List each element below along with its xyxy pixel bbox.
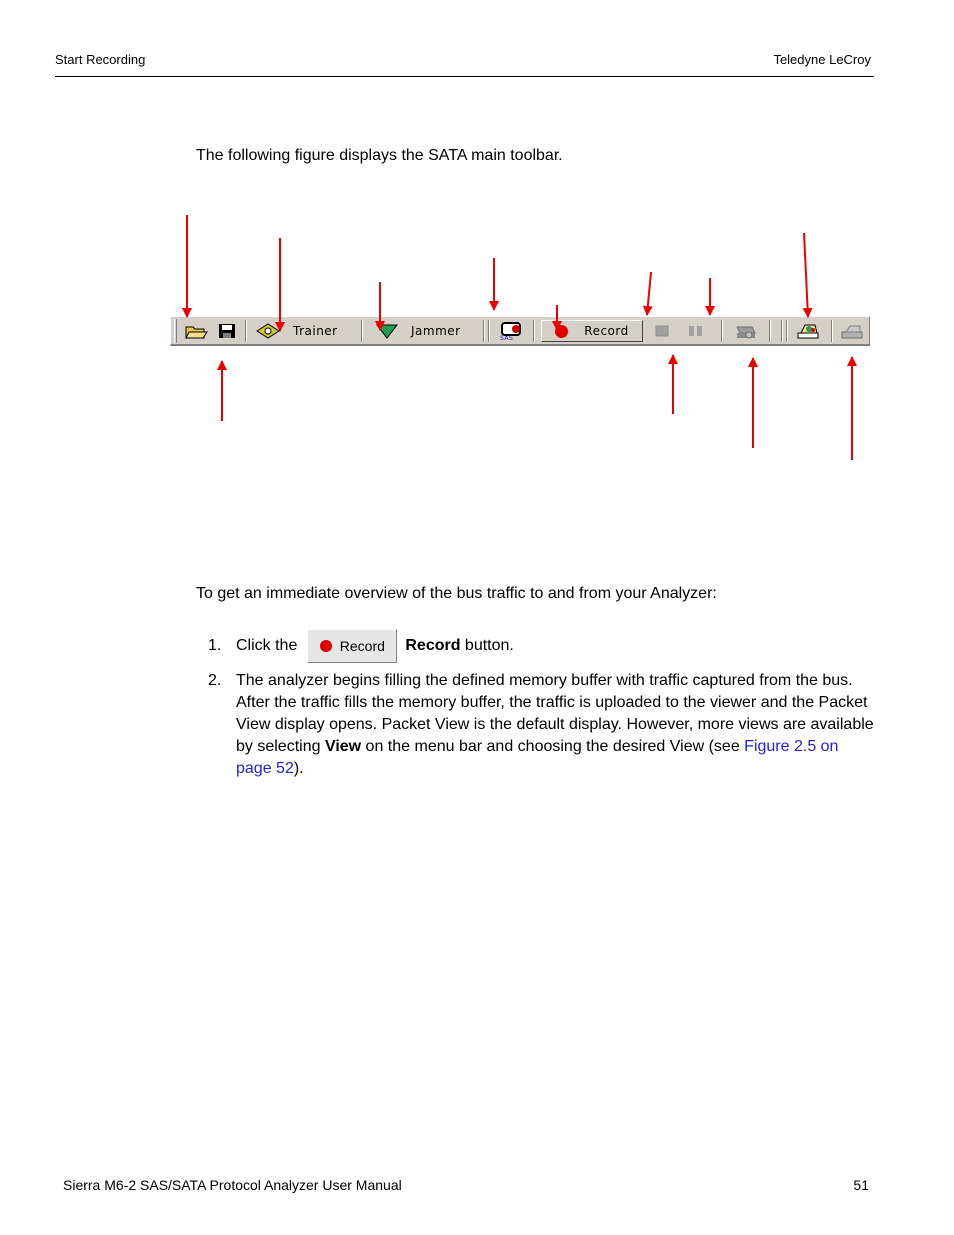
step-1 — [208, 628, 878, 664]
overview-paragraph: To get an immediate overview of the bus traffic to and from your Analyzer: — [196, 585, 717, 602]
toolbar-figure — [168, 200, 888, 470]
figure-link[interactable]: Figure 2.5 on page 52 — [236, 738, 839, 777]
step-2 — [208, 670, 878, 780]
step-1-pre: Click the — [236, 637, 298, 654]
step-number: 2. — [208, 672, 222, 689]
header-company: Teledyne LeCroy — [773, 52, 871, 67]
step-1-post: button. — [460, 637, 514, 654]
record-label: Record — [584, 324, 629, 338]
trainer-label: Trainer — [293, 324, 338, 338]
footer-manual-title: Sierra M6-2 SAS/SATA Protocol Analyzer User Manual — [63, 1177, 402, 1193]
intro-paragraph: The following figure displays the SATA main toolbar. — [196, 147, 563, 164]
header-rule — [55, 76, 874, 77]
step-2-text-3: ). — [293, 760, 304, 777]
callout-arrows — [168, 200, 888, 470]
record-icon — [320, 640, 332, 652]
step-2-bold: View — [324, 738, 362, 755]
steps-list — [208, 628, 878, 780]
record-button-inline — [307, 629, 397, 663]
step-2-text-1: The analyzer begins filling the defined memory buffer with traffic captured from the bus. After the traffic fills the memory buffer, the traffic is uploaded to the viewer and the Packet View display opens. Packet View is the default display. However, more views are available by selecting — [236, 672, 874, 755]
header-section-title: Start Recording — [55, 52, 146, 67]
arrow-filter — [804, 233, 808, 317]
arrow-stop — [647, 272, 651, 315]
record-inline-label: Record — [339, 638, 385, 654]
step-2-text-2: on the menu bar and choosing the desired View (see — [361, 738, 745, 755]
svg-text:SAS: SAS — [500, 335, 514, 341]
step-1-bold: Record — [405, 637, 461, 654]
jammer-label: Jammer — [411, 324, 461, 338]
page-number: 51 — [853, 1177, 869, 1193]
step-number: 1. — [208, 637, 222, 654]
